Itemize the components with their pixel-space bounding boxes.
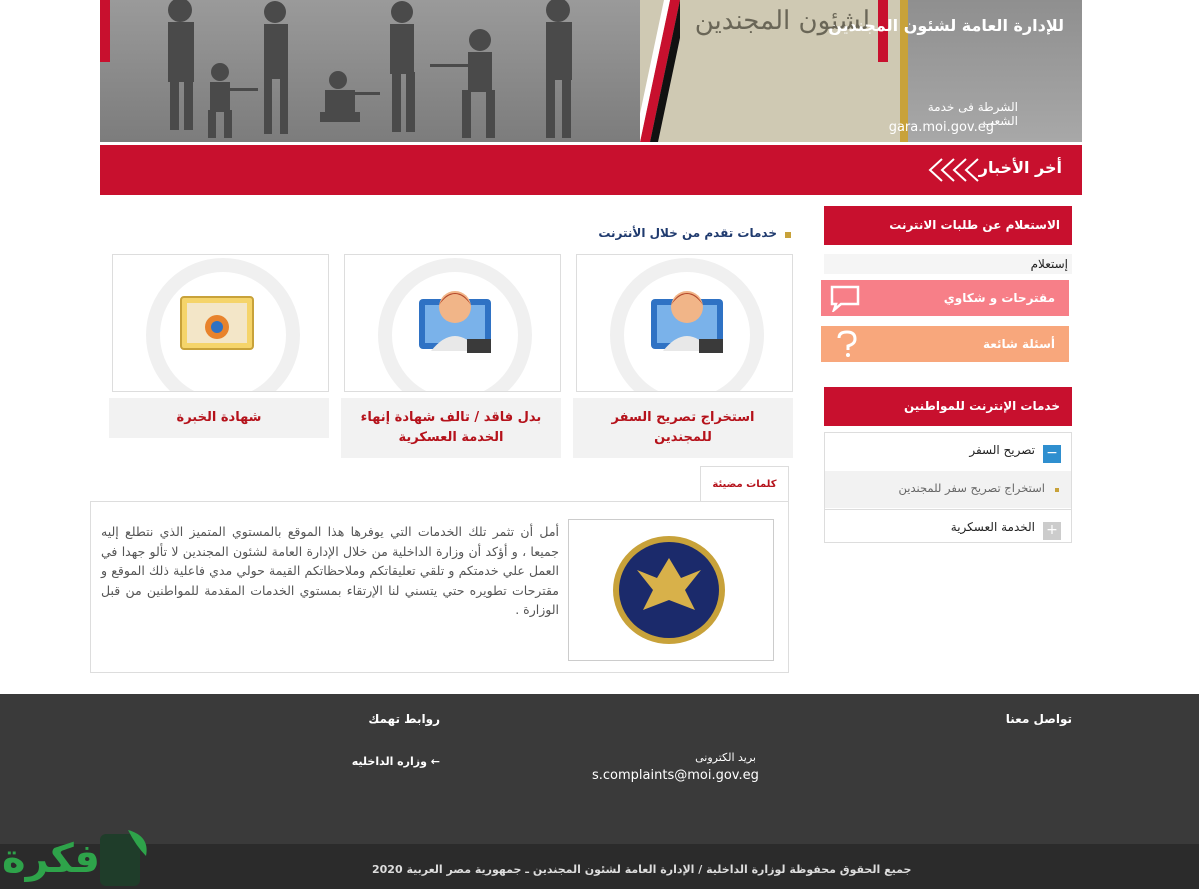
email-label: بريد الكترونى: [695, 751, 756, 764]
suggestions-label: مقترحات و شكاوي: [943, 291, 1055, 305]
service-subitem-travel-permit[interactable]: [825, 471, 1071, 508]
faq-label: أسئلة شائعة: [982, 337, 1055, 351]
services-section-title: خدمات تقدم من خلال الأنترنت: [598, 226, 777, 240]
service-subitem-label[interactable]: استخراج تصريح سفر للمجندين: [898, 481, 1045, 495]
flag-stripes-icon: [640, 0, 680, 142]
speech-bubble-icon: [829, 284, 861, 312]
service-card-lost-certificate[interactable]: [341, 254, 561, 454]
banner-slogan: الشرطة فى خدمة الشعب: [927, 100, 1018, 128]
collapse-icon[interactable]: −: [1043, 445, 1061, 463]
watermark-text: فكرة: [2, 836, 100, 882]
user-computer-icon: [415, 279, 495, 359]
contact-heading: تواصل معنا: [1005, 712, 1072, 726]
service-card-caption[interactable]: استخراج تصريح السفر للمجندين: [573, 398, 793, 458]
soldiers-silhouette-icon: [140, 0, 620, 142]
bullet-icon: [785, 232, 791, 238]
chevron-arrows-icon: [928, 157, 984, 183]
inquiry-header: الاستعلام عن طلبات الانترنت: [824, 206, 1072, 245]
service-card-image[interactable]: [576, 254, 793, 392]
suggestions-button[interactable]: [821, 280, 1069, 316]
header-banner: [100, 0, 1082, 142]
inquiry-link[interactable]: إستعلام: [824, 254, 1072, 274]
service-item-label[interactable]: تصريح السفر: [969, 443, 1035, 457]
user-computer-icon: [647, 279, 727, 359]
citizen-services-header: خدمات الإنترنت للمواطنين: [824, 387, 1072, 426]
banner-url: gara.moi.gov.eg: [888, 120, 994, 135]
faq-button[interactable]: [821, 326, 1069, 362]
banner-department-title: للإدارة العامة لشئون المجندين: [828, 16, 1064, 35]
footer: [0, 694, 1199, 844]
ministry-logo-box: [568, 519, 774, 661]
banner-prev-arrow[interactable]: [100, 0, 110, 62]
service-item-military[interactable]: [825, 509, 1071, 546]
bullet-icon: [1055, 488, 1059, 492]
service-item-label[interactable]: الخدمة العسكرية: [950, 520, 1035, 534]
citizen-services-list: [824, 432, 1072, 543]
service-card-image[interactable]: [112, 254, 329, 392]
service-card-image[interactable]: [344, 254, 561, 392]
bright-words-text: أمل أن تثمر تلك الخدمات التي يوفرها هذا الموقع بالمستوي المتميز الذي نتطلع إليه جميعا ، و أؤكد أن وزارة الداخلية من خلال الإدارة العامة لشئون المجندين لا تألو جهدا في العمل علي خدمتكم و تلقي تعليقاتكم وملاحظاتكم القيمة حولي مدي فاعلية ذلك الموقع و مقترحات تطويره حتي يتسني لنا الإرتقاء بمستوي الخدمات المقدمة للمواطنين من قبل الوزارة .: [101, 524, 559, 617]
banner-center-title: لشئون المجندين: [694, 6, 870, 36]
news-ticker-bar: [100, 145, 1082, 195]
footer-link-ministry[interactable]: ← وزاره الداخليه: [351, 755, 440, 768]
bright-words-panel: [90, 501, 789, 673]
expand-icon[interactable]: +: [1043, 522, 1061, 540]
copyright-bar: [0, 844, 1199, 889]
service-card-caption[interactable]: شهادة الخبرة: [109, 398, 329, 438]
email-link[interactable]: s.complaints@moi.gov.eg: [592, 768, 759, 783]
service-card-travel-permit[interactable]: [573, 254, 793, 445]
tab-bright-words[interactable]: كلمات مضيئة: [700, 466, 789, 502]
news-label: أخر الأخبار: [978, 158, 1062, 177]
service-card-experience[interactable]: [109, 254, 329, 438]
service-item-travel-permit[interactable]: [825, 433, 1071, 470]
copyright-text: جميع الحقوق محفوظة لوزارة الداخلية / الإدارة العامة لشئون المجندين ـ جمهورية مصر العربية 2020: [372, 863, 912, 876]
banner-logo-panel: [828, 0, 1082, 142]
links-heading: روابط تهمك: [368, 712, 440, 726]
banner-soldiers-panel: [100, 0, 640, 142]
question-mark-icon: [829, 330, 861, 358]
ministry-emblem-icon: [611, 534, 727, 646]
service-card-caption[interactable]: بدل فاقد / تالف شهادة إنهاء الخدمة العسكرية: [341, 398, 561, 458]
id-card-icon: [179, 293, 255, 355]
